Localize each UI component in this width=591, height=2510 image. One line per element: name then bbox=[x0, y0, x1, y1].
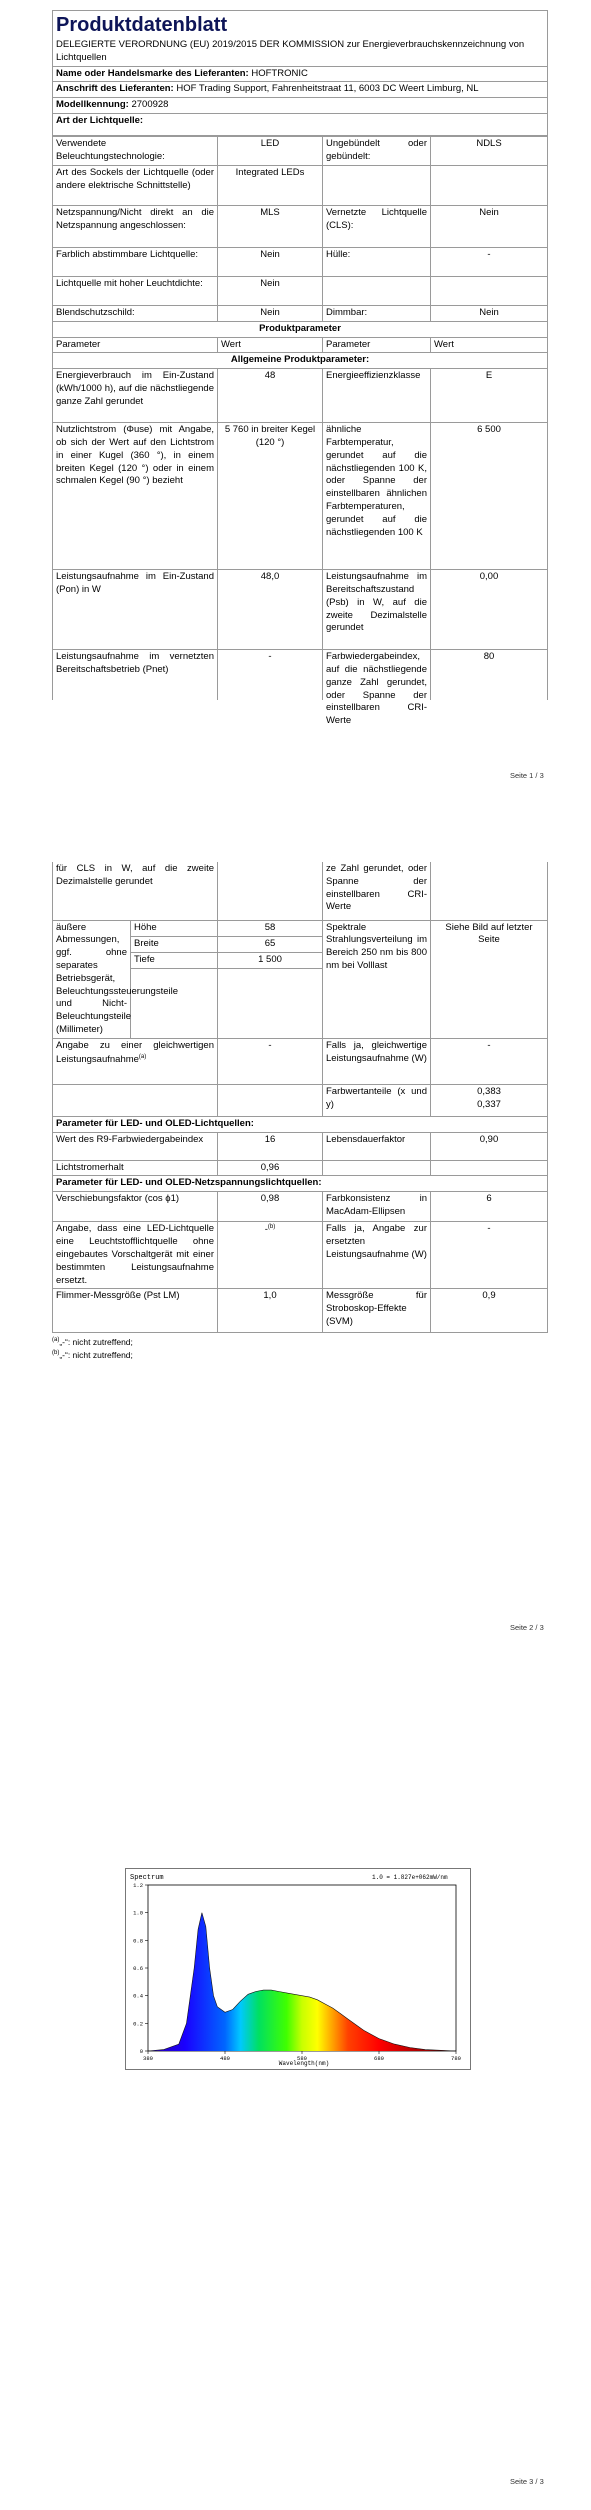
dim-key-height: Höhe bbox=[131, 920, 218, 936]
supplier-value: HOFTRONIC bbox=[251, 67, 308, 79]
chroma-empty bbox=[53, 1084, 218, 1116]
param-row bbox=[53, 570, 548, 650]
type-row-value: Nein bbox=[218, 247, 323, 276]
dim-value-depth: 1 500 bbox=[218, 952, 323, 968]
param-value: 48,0 bbox=[218, 570, 323, 650]
chroma-x: 0,383 bbox=[477, 1085, 501, 1097]
param-value-2: 6 500 bbox=[431, 423, 548, 570]
dim-value-width: 65 bbox=[218, 936, 323, 952]
chart-annotation: 1.0 = 1.827e+062mW/nm bbox=[372, 1874, 448, 1881]
macadam-label: Farbkonsistenz in MacAdam-Ellipsen bbox=[323, 1192, 431, 1222]
r9-row bbox=[53, 1132, 548, 1160]
macadam-value: 6 bbox=[431, 1192, 548, 1222]
param-value bbox=[218, 650, 323, 700]
type-table bbox=[52, 136, 548, 727]
cont-left: für CLS in W, auf die zweite Dezimalstelle gerundet bbox=[53, 862, 218, 920]
supplier-row bbox=[53, 66, 548, 82]
spectral-value: Siehe Bild auf letzter Seite bbox=[431, 920, 548, 1038]
type-row-label: Lichtquelle mit hoher Leuchtdichte: bbox=[53, 276, 218, 305]
spectrum-area bbox=[148, 1913, 456, 2051]
equiv-footnote-ref: (a) bbox=[138, 1053, 147, 1060]
flicker-row bbox=[53, 1289, 548, 1333]
chroma-empty-value bbox=[218, 1084, 323, 1116]
chroma-value bbox=[431, 1084, 548, 1116]
type-row-label: Verwendete Beleuchtungstechnologie: bbox=[53, 137, 218, 166]
address-value: HOF Trading Support, Fahrenheitstraat 11, 6003 DC Weert Limburg, NL bbox=[176, 83, 479, 95]
type-row-value-2 bbox=[431, 276, 548, 305]
param-label-2 bbox=[323, 650, 431, 727]
maint-empty-value bbox=[431, 1160, 548, 1176]
param-row-continued bbox=[53, 862, 548, 920]
y-tick-label: 1.0 bbox=[133, 1909, 143, 1917]
replace-footnote-ref: (b) bbox=[267, 1224, 276, 1231]
param-value-2: E bbox=[431, 369, 548, 423]
param-label-2: Leistungsaufnahme im Bereitschaftszustand (Psb) in W, auf die zweite Dezimalstelle gerundet bbox=[323, 570, 431, 650]
replace-row bbox=[53, 1222, 548, 1289]
type-row-label-2: Vernetzte Lichtquelle (CLS): bbox=[323, 205, 431, 247]
datasheet-header-table bbox=[52, 10, 548, 136]
param-value: 48 bbox=[218, 369, 323, 423]
param-label: Energieverbrauch im Ein-Zustand (kWh/1000 h), auf die nächstliegende ganze Zahl gerundet bbox=[53, 369, 218, 423]
col-header-value: Wert bbox=[218, 337, 323, 353]
page-2 bbox=[52, 862, 547, 1362]
r9-label: Wert des R9-Farbwiedergabeindex bbox=[53, 1132, 218, 1160]
product-params-heading: Produktparameter bbox=[53, 321, 548, 337]
page-1 bbox=[52, 10, 547, 727]
spectral-label: Spektrale Strahlungsverteilung im Bereich 250 nm bis 800 nm bei Volllast bbox=[323, 920, 431, 1038]
dims-row bbox=[53, 920, 548, 936]
footnote-a-text: „-“: nicht zutreffend; bbox=[59, 1337, 133, 1348]
param-label-2: Energieeffizienzklasse bbox=[323, 369, 431, 423]
replace-label: Angabe, dass eine LED-Lichtquelle eine Leuchtstofflichtquelle ohne eingebautes Vorschaltgerät mit einer bestimmten Leistungsaufnahme ersetzt. bbox=[53, 1222, 218, 1289]
page-number-3: Seite 3 / 3 bbox=[510, 2477, 544, 2486]
model-row bbox=[53, 98, 548, 114]
y-tick-label: 0.4 bbox=[133, 1992, 143, 2000]
replace-value-text: - bbox=[264, 1224, 268, 1236]
type-row-value: LED bbox=[218, 137, 323, 166]
flicker-value: 1,0 bbox=[218, 1289, 323, 1333]
footnotes bbox=[52, 1336, 547, 1362]
param-label-text: Leistungsaufnahme im vernetzten Bereitschaftsbetrieb (Pnet) bbox=[56, 651, 214, 675]
type-row-label: Farblich abstimmbare Lichtquelle: bbox=[53, 247, 218, 276]
equiv-label bbox=[53, 1038, 218, 1084]
chart-plot-area bbox=[133, 1882, 461, 2062]
chroma-row bbox=[53, 1084, 548, 1116]
model-value: 2700928 bbox=[131, 99, 169, 111]
param-value: 5 760 in breiter Kegel (120 °) bbox=[218, 423, 323, 570]
col-header-parameter-2: Parameter bbox=[323, 337, 431, 353]
chart-title: Spectrum bbox=[130, 1874, 164, 1882]
maint-value: 0,96 bbox=[218, 1160, 323, 1176]
x-tick-label: 780 bbox=[451, 2055, 461, 2062]
model-label: Modellkennung: bbox=[56, 99, 129, 111]
footnote-b-text: „-“: nicht zutreffend; bbox=[59, 1350, 133, 1361]
footnote-a bbox=[52, 1336, 547, 1349]
type-row-value: Integrated LEDs bbox=[218, 165, 323, 205]
spectrum-chart-frame bbox=[125, 1868, 471, 2070]
y-tick-label: 0.8 bbox=[133, 1937, 143, 1945]
type-row bbox=[53, 205, 548, 247]
type-row-value: Nein bbox=[218, 305, 323, 321]
address-row bbox=[53, 82, 548, 98]
maint-empty bbox=[323, 1160, 431, 1176]
param-value-2 bbox=[431, 650, 548, 700]
pf-label: Verschiebungsfaktor (cos ϕ1) bbox=[53, 1192, 218, 1222]
col-header-parameter: Parameter bbox=[53, 337, 218, 353]
type-row bbox=[53, 247, 548, 276]
param-label bbox=[53, 650, 218, 700]
type-row-label-2: Ungebündelt oder gebündelt: bbox=[323, 137, 431, 166]
param-value-text: - bbox=[268, 651, 272, 663]
equiv-row bbox=[53, 1038, 548, 1084]
footnote-a-mark: (a) bbox=[52, 1337, 60, 1344]
type-row-label: Netzspannung/Nicht direkt an die Netzspannung angeschlossen: bbox=[53, 205, 218, 247]
type-row-value-2: Nein bbox=[431, 305, 548, 321]
type-row-value: Nein bbox=[218, 276, 323, 305]
dim-key-depth: Tiefe bbox=[131, 952, 218, 968]
y-tick-label: 1.2 bbox=[133, 1882, 143, 1889]
param-label-2-text: Farbwiedergabeindex, auf die nächstliegende ganze Zahl gerundet, oder Spanne der einstellbaren CRI-Werte bbox=[326, 651, 427, 727]
chroma-y: 0,337 bbox=[477, 1098, 501, 1110]
y-tick-label: 0.6 bbox=[133, 1965, 143, 1972]
chroma-label: Farbwertanteile (x und y) bbox=[323, 1084, 431, 1116]
dim-key-width: Breite bbox=[131, 936, 218, 952]
cont-value-2 bbox=[431, 862, 548, 920]
life-label: Lebensdauerfaktor bbox=[323, 1132, 431, 1160]
param-row bbox=[53, 423, 548, 570]
pf-row bbox=[53, 1192, 548, 1222]
address-label: Anschrift des Lieferanten: bbox=[56, 83, 174, 95]
footnote-b-mark: (b) bbox=[52, 1350, 60, 1357]
equiv-value: - bbox=[218, 1038, 323, 1084]
type-row-value-2: Nein bbox=[431, 205, 548, 247]
x-tick-label: 680 bbox=[374, 2055, 384, 2062]
svm-value: 0,9 bbox=[431, 1289, 548, 1333]
r9-value: 16 bbox=[218, 1132, 323, 1160]
replace-value bbox=[218, 1222, 323, 1289]
footnote-b bbox=[52, 1349, 547, 1362]
cont-value bbox=[218, 862, 323, 920]
cont-right: ze Zahl gerundet, oder Spanne der einstellbaren CRI-Werte bbox=[323, 862, 431, 920]
flicker-label: Flimmer-Messgröße (Pst LM) bbox=[53, 1289, 218, 1333]
y-tick-label: 0 bbox=[139, 2048, 143, 2055]
y-tick-label: 0.2 bbox=[133, 2020, 143, 2028]
type-heading: Art der Lichtquelle: bbox=[53, 114, 548, 136]
supplier-label: Name oder Handelsmarke des Lieferanten: bbox=[56, 67, 249, 79]
x-tick-label: 480 bbox=[220, 2055, 230, 2062]
param-value-2-text: 80 bbox=[483, 651, 495, 663]
type-row-label-2 bbox=[323, 165, 431, 205]
type-row bbox=[53, 165, 548, 205]
type-row-label-2 bbox=[323, 276, 431, 305]
regulation-text: DELEGIERTE VERORDNUNG (EU) 2019/2015 DER KOMMISSION zur Energieverbrauchskennzeichnung von Lichtquellen bbox=[53, 38, 548, 66]
type-row-value-2 bbox=[431, 165, 548, 205]
replace-r-value: - bbox=[431, 1222, 548, 1289]
page-number-1: Seite 1 / 3 bbox=[510, 771, 544, 780]
dim-spacer bbox=[131, 969, 218, 1039]
x-tick-label: 580 bbox=[297, 2055, 307, 2062]
type-row-label-2: Hülle: bbox=[323, 247, 431, 276]
type-row bbox=[53, 137, 548, 166]
type-row bbox=[53, 305, 548, 321]
mains-params-heading: Parameter für LED- und OLED-Netzspannungslichtquellen: bbox=[53, 1176, 548, 1192]
svm-label: Messgröße für Stroboskop-Effekte (SVM) bbox=[323, 1289, 431, 1333]
maint-label: Lichtstromerhalt bbox=[53, 1160, 218, 1176]
life-value: 0,90 bbox=[431, 1132, 548, 1160]
col-header-value-2: Wert bbox=[431, 337, 548, 353]
dim-spacer-value bbox=[218, 969, 323, 1039]
type-row-label-2: Dimmbar: bbox=[323, 305, 431, 321]
page-title: Produktdatenblatt bbox=[56, 14, 228, 36]
param-row-cut bbox=[53, 650, 548, 700]
param-label-2: ähnliche Farbtemperatur, gerundet auf die nächstliegenden 100 K, oder Spanne der einstellbaren ähnlichen Farbtemperaturen, gerundet auf die nächstliegenden 100 K bbox=[323, 423, 431, 570]
param-value-2: 0,00 bbox=[431, 570, 548, 650]
spectrum-chart bbox=[126, 1869, 472, 2071]
type-row-value: MLS bbox=[218, 205, 323, 247]
param-label: Nutzlichtstrom (Φuse) mit Angabe, ob sich der Wert auf den Lichtstrom in einer Kugel (360 °), in einem breiten Kegel (120 °) oder in einem schmalen Kegel (90 °) bezieht bbox=[53, 423, 218, 570]
param-row bbox=[53, 369, 548, 423]
param-label: Leistungsaufnahme im Ein-Zustand (Pon) in W bbox=[53, 570, 218, 650]
dims-label: äußere Abmessungen, ggf. ohne separates Betriebsgerät, Beleuchtungssteuerungsteile und Nicht-Beleuchtungsteile (Millimeter) bbox=[53, 920, 131, 1038]
led-params-heading: Parameter für LED- und OLED-Lichtquellen: bbox=[53, 1116, 548, 1132]
page-number-2: Seite 2 / 3 bbox=[510, 1623, 544, 1632]
replace-r-label: Falls ja, Angabe zur ersetzten Leistungsaufnahme (W) bbox=[323, 1222, 431, 1289]
type-row-value-2: NDLS bbox=[431, 137, 548, 166]
general-params-heading: Allgemeine Produktparameter: bbox=[53, 353, 548, 369]
type-row-label: Art des Sockels der Lichtquelle (oder andere elektrische Schnittstelle) bbox=[53, 165, 218, 205]
params-table-continued bbox=[52, 862, 548, 1333]
type-row bbox=[53, 276, 548, 305]
chart-xlabel: Wavelength(nm) bbox=[278, 2060, 330, 2067]
pf-value: 0,98 bbox=[218, 1192, 323, 1222]
x-tick-label: 380 bbox=[143, 2055, 153, 2062]
maint-row bbox=[53, 1160, 548, 1176]
equiv-label-text: Angabe zu einer gleichwertigen Leistungsaufnahme bbox=[56, 1039, 214, 1065]
equiv-r-value: - bbox=[431, 1038, 548, 1084]
type-row-value-2: - bbox=[431, 247, 548, 276]
params-header-row bbox=[53, 337, 548, 353]
dim-value-height: 58 bbox=[218, 920, 323, 936]
type-row-label: Blendschutzschild: bbox=[53, 305, 218, 321]
equiv-r-label: Falls ja, gleichwertige Leistungsaufnahme (W) bbox=[323, 1038, 431, 1084]
